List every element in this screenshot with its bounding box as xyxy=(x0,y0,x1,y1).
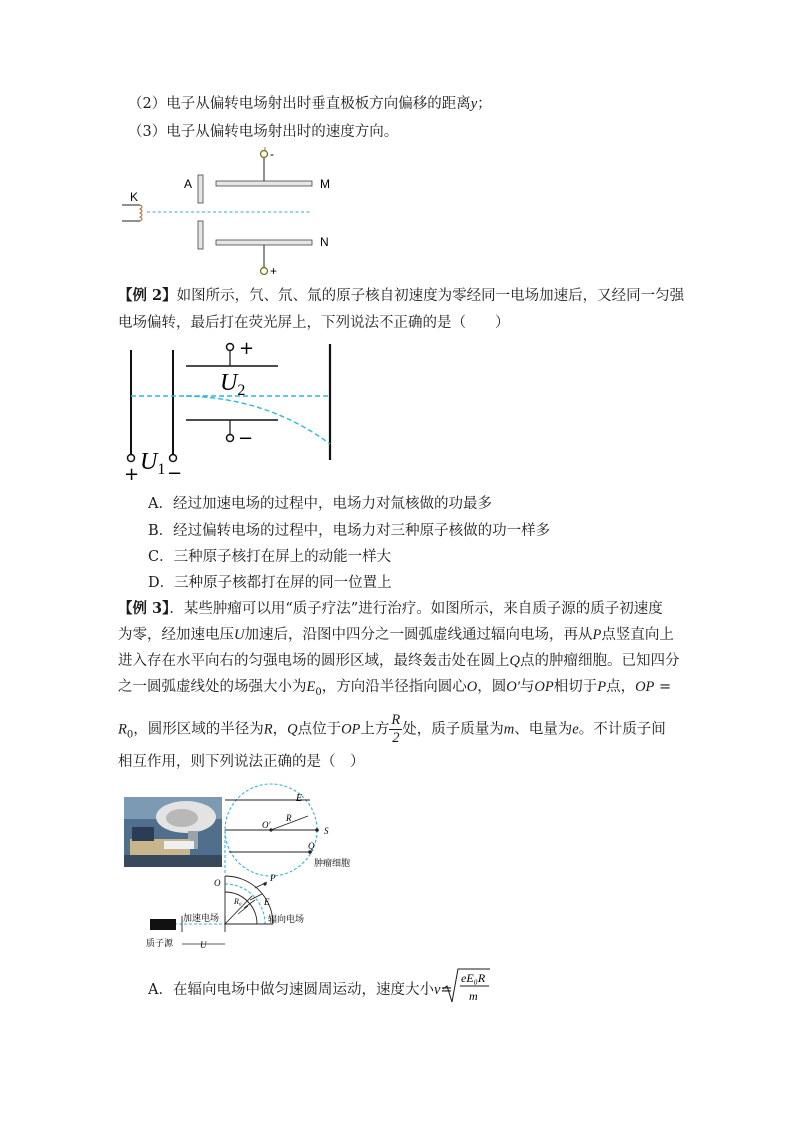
ex2-option-d: D．三种原子核都打在屏的同一位置上 xyxy=(148,575,392,591)
q1-item-2 xyxy=(128,94,492,114)
label-o-prime: O′ xyxy=(262,820,271,830)
ex3-line-4: 之一圆弧虚线处的场强大小为$E_0$，方向沿半径指向圆心O，圆O′与OP相切于P点，OP = xyxy=(118,679,672,698)
label-s: S xyxy=(324,826,329,836)
ex3-line-5: $R_0$，圆形区域的半径为R，Q点位于OP上方 $\frac{R}{2}$ 处，质子质量为m、电量为e。不计质子间 xyxy=(118,712,666,746)
ex3-line-2: 为零，经加速电压U加速后，沿图中四分之一圆弧虚线通过辐向电场，再从P点竖直向上 xyxy=(118,627,674,643)
label-e-radial: E xyxy=(264,897,270,907)
sqrt-denominator: m xyxy=(469,989,478,1003)
frac-r-over-2: $\frac{R}{2}$ xyxy=(391,712,401,746)
plus-left: + xyxy=(124,464,140,485)
label-o: O xyxy=(214,878,221,888)
ex2-line-1 xyxy=(118,286,684,306)
label-e: E xyxy=(296,793,303,804)
label-m: M xyxy=(320,177,330,191)
ex3-line-6: 相互作用，则下列说法正确的是（ ） xyxy=(118,754,365,770)
sqrt-expression xyxy=(442,967,492,1007)
label-u1: $U_1$ xyxy=(140,449,166,478)
label-proton-source: 质子源 xyxy=(146,939,174,949)
plus-top: + xyxy=(239,338,255,359)
label-q: Q xyxy=(308,841,315,851)
ex3-line-3: 进入存在水平向右的匀强电场的圆形区域，最终轰击处在圆上Q点的肿瘤细胞。已知四分 xyxy=(118,653,680,669)
ex2-option-b: B．经过偏转电场的过程中，电场力对三种原子核做的功一样多 xyxy=(148,523,551,539)
label-u: U xyxy=(200,940,207,950)
label-n: N xyxy=(320,235,329,249)
q1-item-2-text: （2）电子从偏转电场射出时垂直极板方向偏移的距离 xyxy=(128,96,471,112)
sqrt-numerator: eE₀R xyxy=(461,971,486,985)
label-r0: R₀ xyxy=(234,897,242,906)
minus-bottom: − xyxy=(238,428,254,449)
label-a: A xyxy=(184,177,193,191)
label-k: K xyxy=(130,190,139,204)
ex3-text-1: ．某些肿瘤可以用“质子疗法”进行治疗。如图所示，来自质子源的质子初速度 xyxy=(169,601,663,617)
label-u2: $U_2$ xyxy=(220,370,246,399)
ex3-option-a-text: A．在辐向电场中做匀速圆周运动，速度大小 xyxy=(148,982,434,998)
q1-item-2-suffix: ； xyxy=(477,96,492,112)
deflection-apparatus-figure xyxy=(118,145,348,280)
label-r: R xyxy=(286,813,292,823)
ex2-line-2: 电场偏转，最后打在荧光屏上，下列说法不正确的是（ ） xyxy=(118,315,510,331)
label-p: P xyxy=(270,873,276,883)
ex2-option-c: C．三种原子核打在屏上的动能一样大 xyxy=(148,549,392,565)
label-radial-field: 辐向电场 xyxy=(268,915,305,925)
ex3-option-a: A．在辐向电场中做匀速圆周运动，速度大小v= xyxy=(148,982,453,998)
ex3-line-1 xyxy=(118,599,663,619)
var-y: y xyxy=(470,96,478,112)
ex2-option-a: A．经过加速电场的过程中，电场力对氚核做的功最多 xyxy=(148,496,492,512)
minus-left: − xyxy=(167,463,183,484)
sign-plus-bottom: + xyxy=(270,264,278,278)
q1-item-3: （3）电子从偏转电场射出时的速度方向。 xyxy=(128,124,399,140)
accel-deflect-figure xyxy=(118,340,343,485)
proton-therapy-diagram xyxy=(140,780,350,960)
ex2-text-1: 如图所示，氕、氘、氚的原子核自初速度为零经同一电场加速后，又经同一匀强 xyxy=(176,288,685,304)
ex2-tag: 【例 2】 xyxy=(118,287,177,304)
label-accel-field: 加速电场 xyxy=(183,914,220,924)
sign-minus-top: - xyxy=(270,147,274,161)
ex3-tag: 【例 3】 xyxy=(118,600,170,617)
label-tumor: 肿瘤细胞 xyxy=(314,859,351,869)
